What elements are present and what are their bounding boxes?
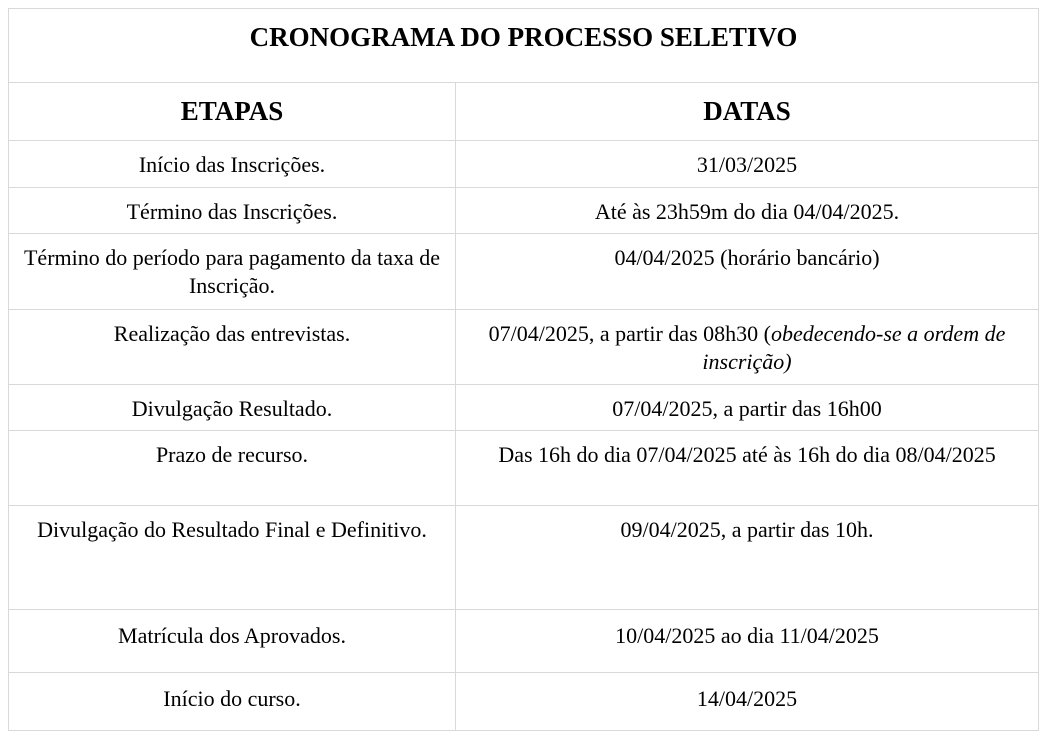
- schedule-table: [8, 8, 1039, 731]
- etapa-cell: Término das Inscrições.: [9, 188, 456, 234]
- data-cell: 04/04/2025 (horário bancário): [456, 234, 1039, 310]
- table-row: [9, 673, 1039, 731]
- table-row: [9, 141, 1039, 188]
- table-row: [9, 506, 1039, 610]
- data-cell: Até às 23h59m do dia 04/04/2025.: [456, 188, 1039, 234]
- table-row: [9, 310, 1039, 385]
- data-cell: 10/04/2025 ao dia 11/04/2025: [456, 610, 1039, 673]
- header-row: [9, 83, 1039, 141]
- etapa-cell: Matrícula dos Aprovados.: [9, 610, 456, 673]
- etapa-cell: Divulgação Resultado.: [9, 385, 456, 431]
- data-cell: 31/03/2025: [456, 141, 1039, 188]
- table-row: [9, 385, 1039, 431]
- etapa-cell: Início do curso.: [9, 673, 456, 731]
- table-row: [9, 188, 1039, 234]
- schedule-document: [8, 8, 1038, 731]
- data-cell: [456, 310, 1039, 385]
- etapa-cell: Divulgação do Resultado Final e Definitivo.: [9, 506, 456, 610]
- data-italic-text: obedecendo-se a ordem de inscrição): [702, 321, 1006, 374]
- table-title: CRONOGRAMA DO PROCESSO SELETIVO: [9, 9, 1039, 83]
- etapa-cell: Início das Inscrições.: [9, 141, 456, 188]
- etapa-cell: Prazo de recurso.: [9, 431, 456, 506]
- etapa-cell: Realização das entrevistas.: [9, 310, 456, 385]
- etapa-cell: Término do período para pagamento da taxa de Inscrição.: [9, 234, 456, 310]
- data-cell: 07/04/2025, a partir das 16h00: [456, 385, 1039, 431]
- data-cell: Das 16h do dia 07/04/2025 até às 16h do dia 08/04/2025: [456, 431, 1039, 506]
- data-cell: 14/04/2025: [456, 673, 1039, 731]
- data-cell: 09/04/2025, a partir das 10h.: [456, 506, 1039, 610]
- table-row: [9, 610, 1039, 673]
- table-row: [9, 234, 1039, 310]
- header-datas: DATAS: [456, 83, 1039, 141]
- table-row: [9, 431, 1039, 506]
- title-row: [9, 9, 1039, 83]
- data-text: 07/04/2025, a partir das 08h30 (: [488, 321, 771, 346]
- header-etapas: ETAPAS: [9, 83, 456, 141]
